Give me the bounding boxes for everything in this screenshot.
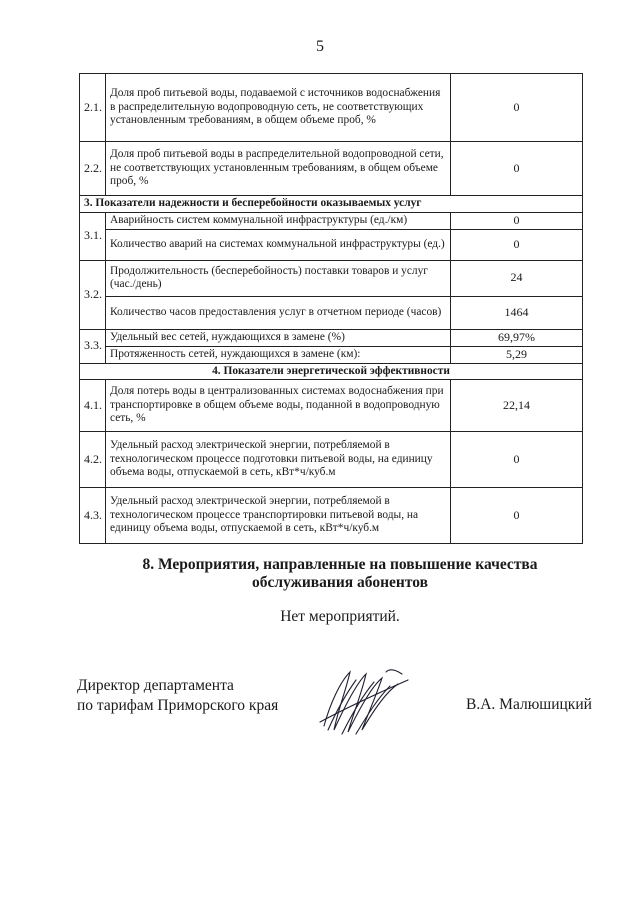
indicator-value: 5,29 xyxy=(451,346,583,363)
indicator-text: Удельный расход электрической энергии, потребляемой в технологическом процессе подготовки питьевой воды, на единицу объема воды, отпускаемой в сеть, кВт*ч/куб.м xyxy=(106,432,451,488)
indicator-text: Аварийность систем коммунальной инфраструктуры (ед./км) xyxy=(106,212,451,229)
row-number: 2.2. xyxy=(80,142,106,196)
indicator-value: 0 xyxy=(451,229,583,260)
table-row xyxy=(80,142,583,196)
indicator-text: Доля проб питьевой воды в распределительной водопроводной сети, не соответствующих установленным требованиям, в общем объеме проб, % xyxy=(106,142,451,196)
section-4-title: 4. Показатели энергетической эффективности xyxy=(80,363,583,380)
table-row xyxy=(80,380,583,432)
section-header-row xyxy=(80,196,583,213)
indicator-text: Количество аварий на системах коммунальной инфраструктуры (ед.) xyxy=(106,229,451,260)
indicator-text: Доля проб питьевой воды, подаваемой с источников водоснабжения в распределительную водопроводную сеть, не соответствующих установленным требованиям, в общем объеме проб, % xyxy=(106,74,451,142)
indicator-value: 24 xyxy=(451,260,583,296)
table-row xyxy=(80,74,583,142)
handwritten-signature xyxy=(316,664,412,736)
row-number: 4.1. xyxy=(80,380,106,432)
row-number: 2.1. xyxy=(80,74,106,142)
table-row xyxy=(80,260,583,296)
table-row xyxy=(80,329,583,346)
section-8-heading xyxy=(90,556,590,592)
row-number: 3.1. xyxy=(80,212,106,260)
section-3-title: 3. Показатели надежности и бесперебойности оказываемых услуг xyxy=(80,196,583,213)
indicator-value: 0 xyxy=(451,142,583,196)
indicator-text: Протяженность сетей, нуждающихся в замене (км): xyxy=(106,346,451,363)
indicator-value: 1464 xyxy=(451,296,583,329)
section-8-heading-line1: 8. Мероприятия, направленные на повышение качества xyxy=(142,556,538,573)
table-row xyxy=(80,432,583,488)
indicator-value: 0 xyxy=(451,432,583,488)
table-row xyxy=(80,296,583,329)
row-number: 4.3. xyxy=(80,488,106,544)
indicator-value: 22,14 xyxy=(451,380,583,432)
indicator-text: Удельный расход электрической энергии, потребляемой в технологическом процессе транспортировки питьевой воды, на единицу объема воды, отпускаемой в сеть, кВт*ч/куб.м xyxy=(106,488,451,544)
row-number: 4.2. xyxy=(80,432,106,488)
position-line1: Директор департамента xyxy=(77,677,234,694)
signatory-position xyxy=(77,676,278,716)
indicator-text: Количество часов предоставления услуг в отчетном периоде (часов) xyxy=(106,296,451,329)
indicator-value: 0 xyxy=(451,74,583,142)
indicator-text: Удельный вес сетей, нуждающихся в замене (%) xyxy=(106,329,451,346)
indicator-value: 0 xyxy=(451,212,583,229)
indicator-text: Доля потерь воды в централизованных системах водоснабжения при транспортировке в общем объеме воды, поданной в водопроводную сеть, % xyxy=(106,380,451,432)
section-8-heading-line2: обслуживания абонентов xyxy=(252,574,428,591)
table-row xyxy=(80,212,583,229)
indicator-value: 0 xyxy=(451,488,583,544)
section-header-row xyxy=(80,363,583,380)
indicator-value: 69,97% xyxy=(451,329,583,346)
row-number: 3.2. xyxy=(80,260,106,329)
position-line2: по тарифам Приморского края xyxy=(77,697,279,714)
table-row xyxy=(80,346,583,363)
table-row xyxy=(80,488,583,544)
indicators-table xyxy=(79,73,583,544)
row-number: 3.3. xyxy=(80,329,106,363)
section-8-body: Нет мероприятий. xyxy=(280,608,400,625)
page-number: 5 xyxy=(316,38,324,55)
signatory-name: В.А. Малюшицкий xyxy=(466,696,592,713)
indicator-text: Продолжительность (бесперебойность) поставки товаров и услуг (час./день) xyxy=(106,260,451,296)
table-row xyxy=(80,229,583,260)
